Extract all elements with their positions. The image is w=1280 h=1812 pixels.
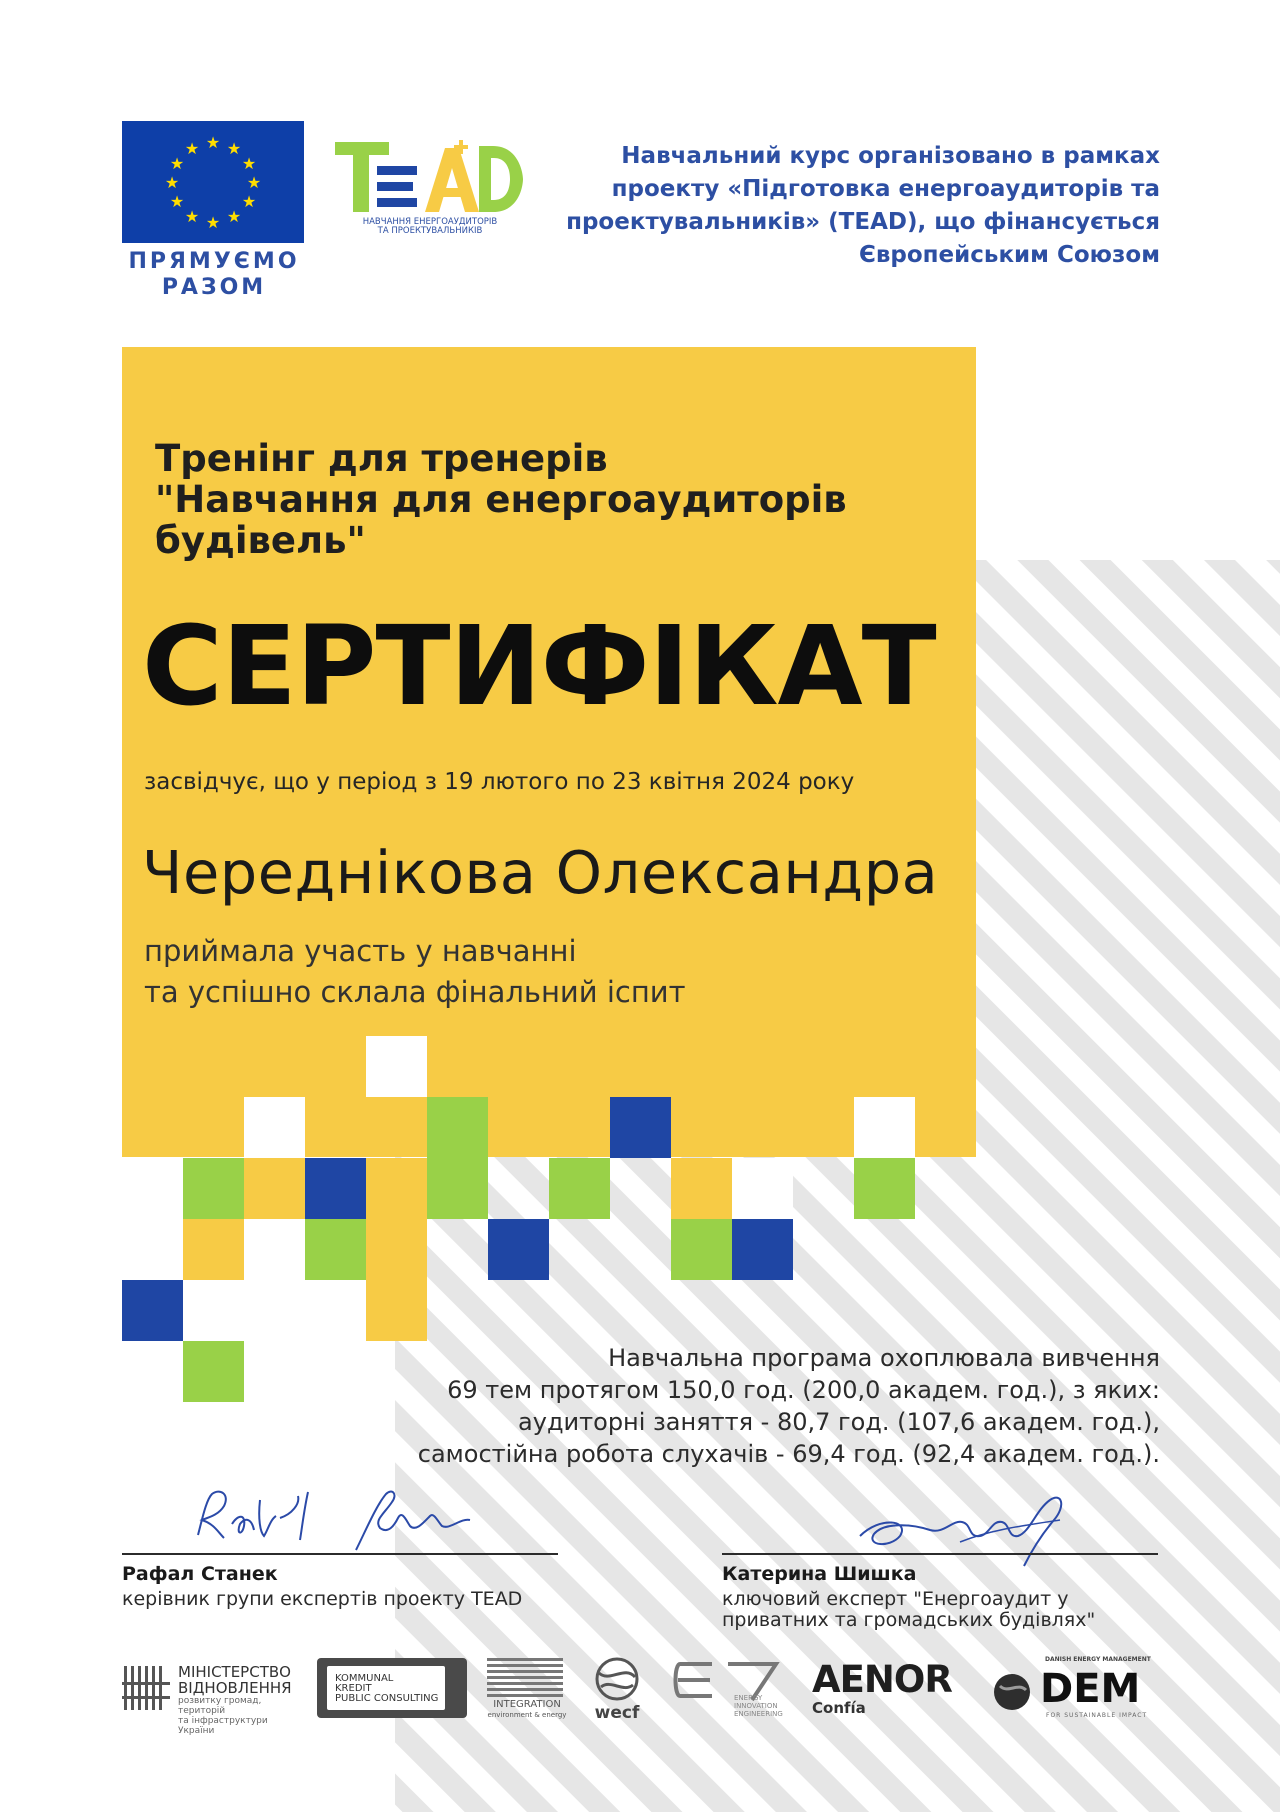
- e7-text: INNOVATION: [734, 1702, 778, 1710]
- participation-statement: [144, 931, 924, 1013]
- kommunal-text: PUBLIC CONSULTING: [335, 1693, 439, 1704]
- mosaic-square: [305, 1219, 366, 1280]
- mosaic-square: [427, 1097, 488, 1158]
- integration-stripes-icon: [487, 1658, 563, 1698]
- mosaic-square: [366, 1280, 427, 1341]
- e7-text: ENGINEERING: [734, 1710, 783, 1718]
- signer-role-right: [722, 1589, 1095, 1631]
- integration-text: INTEGRATION: [493, 1699, 561, 1710]
- svg-text:★: ★: [241, 154, 257, 173]
- wecf-globe-icon: [585, 1655, 649, 1705]
- tead-subtitle-line: НАВЧАННЯ ЕНЕРГОАУДИТОРІВ: [362, 217, 498, 227]
- svg-text:★: ★: [164, 173, 180, 192]
- svg-text:★: ★: [184, 139, 200, 158]
- mosaic-square: [671, 1219, 732, 1280]
- kommunal-kredit-logo: [317, 1658, 467, 1718]
- kommunal-text: KREDIT: [335, 1683, 372, 1694]
- program-line: аудиторні заняття - 80,7 год. (107,6 академ. год.),: [518, 1408, 1160, 1436]
- signer-role-line: ключовий експерт "Енергоаудит у: [722, 1588, 1069, 1610]
- ministry-text: розвитку громад, територій: [178, 1696, 262, 1716]
- participation-line: та успішно склала фінальний іспит: [144, 975, 686, 1009]
- dem-logo: [990, 1656, 1160, 1724]
- recipient-name: Череднікова Олександра: [142, 838, 939, 907]
- mosaic-square: [427, 1158, 488, 1219]
- dem-subtext: FOR SUSTAINABLE IMPACT: [1046, 1712, 1148, 1719]
- training-title-line: "Навчання для енергоаудиторів: [155, 478, 847, 521]
- svg-text:★: ★: [184, 207, 200, 226]
- mosaic-square: [366, 1158, 427, 1219]
- note-line: проектувальників» (TEAD), що фінансується: [566, 209, 1160, 235]
- svg-text:★: ★: [246, 173, 262, 192]
- program-line: 69 тем протягом 150,0 год. (200,0 академ. год.), з яких:: [447, 1376, 1160, 1404]
- program-line: самостійна робота слухачів - 69,4 год. (92,4 академ. год.).: [417, 1440, 1160, 1468]
- training-title: [155, 438, 955, 561]
- mosaic-square: [183, 1158, 244, 1219]
- signer-role-line: приватних та громадських будівлях": [722, 1609, 1096, 1631]
- mosaic-square: [732, 1158, 793, 1219]
- ministry-logo: [122, 1662, 302, 1736]
- signature-right: [840, 1480, 1090, 1570]
- mosaic-square: [549, 1158, 610, 1219]
- svg-text:★: ★: [226, 207, 242, 226]
- aenor-logo: [812, 1660, 982, 1720]
- mosaic-square: [610, 1097, 671, 1158]
- eu-slogan-line: ПРЯМУЄМО: [128, 249, 300, 274]
- e7-text: ENERGY: [734, 1694, 763, 1702]
- period-statement: засвідчує, що у період з 19 лютого по 23 квітня 2024 року: [144, 769, 855, 795]
- svg-text:★: ★: [241, 192, 257, 211]
- integration-text: environment & energy: [487, 1711, 567, 1719]
- tead-subtitle-line: ТА ПРОЕКТУВАЛЬНИКІВ: [377, 226, 483, 236]
- dem-top-text: DANISH ENERGY MANAGEMENT: [1045, 1656, 1151, 1663]
- aenor-subtext: Confía: [812, 1699, 866, 1717]
- e7-logo: [672, 1660, 790, 1722]
- mosaic-square: [122, 1280, 183, 1341]
- eu-flag-logo: [122, 121, 304, 243]
- mosaic-square: [488, 1219, 549, 1280]
- mosaic-square: [183, 1341, 244, 1402]
- dem-text: DEM: [1040, 1666, 1141, 1712]
- dem-globe-icon: [990, 1670, 1034, 1714]
- mosaic-square: [854, 1158, 915, 1219]
- mosaic-square: [854, 1097, 915, 1158]
- project-funding-note: [520, 140, 1160, 272]
- ministry-text: ВІДНОВЛЕННЯ: [178, 1679, 292, 1697]
- mosaic-square: [366, 1036, 427, 1097]
- ministry-text: та інфраструктури України: [178, 1716, 268, 1736]
- certificate-heading: СЕРТИФІКАТ: [142, 602, 936, 730]
- program-summary: [260, 1342, 1160, 1470]
- aenor-text: AENOR: [812, 1658, 952, 1701]
- integration-logo: [487, 1658, 567, 1720]
- note-line: проекту «Підготовка енергоаудиторів та: [611, 176, 1160, 202]
- mosaic-square: [244, 1097, 305, 1158]
- signer-role-left: керівник групи експертів проекту TEAD: [122, 1588, 523, 1610]
- mosaic-square: [671, 1158, 732, 1219]
- svg-text:★: ★: [205, 133, 221, 152]
- signature-line-right: [722, 1553, 1158, 1555]
- ministry-text: МІНІСТЕРСТВО: [178, 1663, 291, 1681]
- note-line: Навчальний курс організовано в рамках: [621, 143, 1160, 169]
- svg-text:★: ★: [169, 154, 185, 173]
- svg-text:★: ★: [226, 139, 242, 158]
- note-line: Європейським Союзом: [858, 242, 1160, 268]
- svg-text:★: ★: [205, 213, 221, 232]
- mosaic-square: [244, 1158, 305, 1219]
- mosaic-square: [366, 1219, 427, 1280]
- participation-line: приймала участь у навчанні: [144, 934, 577, 968]
- svg-text:★: ★: [169, 192, 185, 211]
- eu-stars-icon: [122, 121, 304, 243]
- mosaic-square: [305, 1158, 366, 1219]
- mosaic-square: [183, 1219, 244, 1280]
- training-title-line: Тренінг для тренерів: [155, 437, 608, 480]
- eu-slogan-line: РАЗОМ: [161, 275, 267, 300]
- signature-line-left: [122, 1553, 558, 1555]
- eu-slogan: [114, 249, 314, 301]
- signer-name-right: Катерина Шишка: [722, 1563, 917, 1585]
- kommunal-text: KOMMUNAL: [335, 1673, 394, 1684]
- tead-logo-subtitle: [340, 218, 520, 236]
- training-title-line: будівель": [155, 519, 366, 562]
- ministry-emblem-icon: [122, 1662, 174, 1714]
- signer-name-left: Рафал Станек: [122, 1563, 278, 1585]
- wecf-text: wecf: [594, 1703, 640, 1723]
- mosaic-square: [732, 1219, 793, 1280]
- wecf-logo: [585, 1655, 649, 1723]
- signature-left: [180, 1480, 520, 1560]
- program-line: Навчальна програма охоплювала вивчення: [608, 1344, 1160, 1372]
